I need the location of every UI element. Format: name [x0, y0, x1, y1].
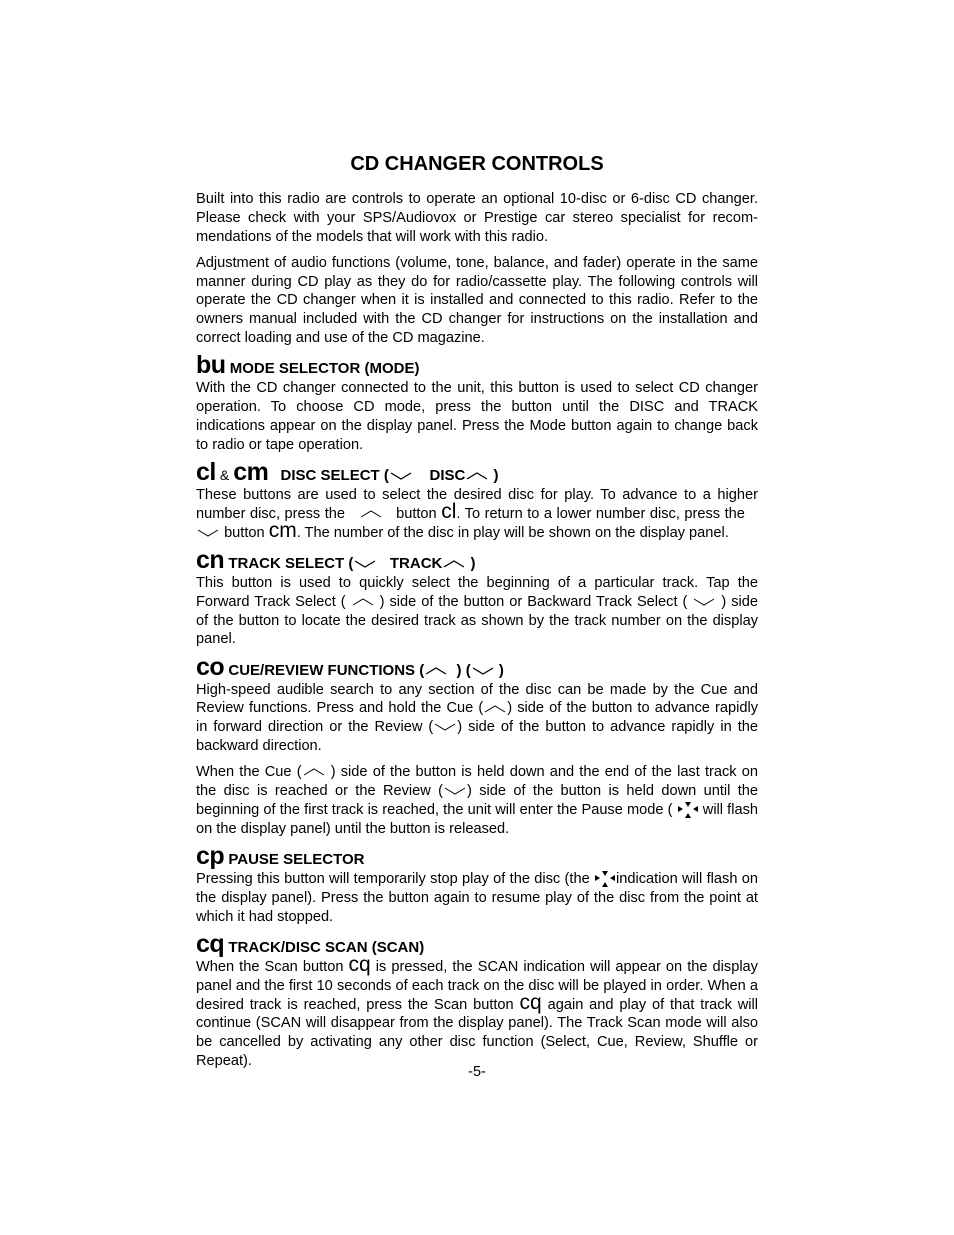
- up-arrow-icon: [351, 597, 375, 607]
- pause-indicator-icon: [677, 801, 699, 819]
- cue-heading-b: ) (: [456, 661, 471, 679]
- disc-heading-a: DISC SELECT (: [280, 467, 389, 485]
- pause-section: [196, 842, 758, 926]
- scan-text-2: is pressed, the SCAN indication will appear on the display panel and the first 10 seconds of each track on the disc will be played in order. When a desired track is reached, press the Scan button: [196, 958, 758, 1013]
- disc-text-2: button: [396, 505, 437, 522]
- track-section: [196, 545, 758, 649]
- scan-text: [196, 952, 759, 1071]
- track-heading: [196, 545, 758, 574]
- intro-paragraph-2: Adjustment of audio functions (volume, tone, balance, and fader) operate in the same manner during CD play as they do for radio/cassette play. The following controls will operate the CD changer when it is installed and connected to this radio. Refer to the owners manual included with the CD changer for instructions on the installation and correct loading and use of the CD magazine.: [196, 254, 758, 347]
- pause-indicator-icon: [594, 870, 616, 888]
- pause-text-1: Pressing this button will temporarily stop play of the disc (the: [196, 871, 590, 888]
- disc-text-3: . To return to a lower number disc, press the: [456, 505, 745, 522]
- track-symbol: cn: [196, 545, 225, 574]
- up-arrow-icon: [465, 471, 489, 481]
- down-arrow-icon: [443, 786, 467, 796]
- down-arrow-icon: [353, 559, 377, 569]
- disc-heading-c: ): [493, 467, 499, 485]
- down-arrow-icon: [692, 597, 716, 607]
- pause-text-2: indication will flash on the display panel). Press the button again to resume play of the disc from the point at which it had stopped.: [196, 871, 758, 925]
- track-heading-c: ): [470, 554, 476, 572]
- ampersand: &: [219, 467, 230, 484]
- up-arrow-icon: [483, 704, 507, 714]
- disc-text-4: button: [224, 524, 265, 541]
- scan-symbol-inline: cq: [348, 952, 371, 976]
- pause-symbol: cp: [196, 842, 225, 871]
- up-arrow-icon: [302, 767, 326, 777]
- intro-paragraph-1: Built into this radio are controls to operate an optional 10-disc or 6-disc CD changer. Please check with your SPS/Audiovox or Prestige car stereo specialist for recom-mendations of the models that will work with this radio.: [196, 191, 758, 245]
- cue-p1-a: High-speed audible search to any section of the disc can be made by the Cue and Review functions. Press and hold the Cue (: [196, 681, 758, 717]
- document-body: [196, 190, 758, 1078]
- mode-heading-text: MODE SELECTOR (MODE): [229, 360, 420, 378]
- page-title: CD CHANGER CONTROLS: [350, 153, 604, 175]
- cue-paragraph-2: [196, 763, 758, 838]
- track-text-1: This button is used to quickly select the beginning of a particular track. Tap the Forward Track Select (: [196, 574, 758, 610]
- track-heading-a: TRACK SELECT (: [228, 554, 354, 572]
- cue-symbol: co: [196, 652, 225, 681]
- scan-text-3: again and play of that track will continue (SCAN will disappear from the display panel). The Track Scan mode will also be cancelled by activating any other disc function (Select, Cue, Review, Shuffle or Repeat).: [196, 996, 759, 1069]
- page-number: -5-: [468, 1064, 486, 1080]
- pause-heading: [196, 842, 758, 871]
- disc-up-symbol-inline: cl: [441, 499, 457, 523]
- cue-p2-d: will flash on the display panel) until the button is released.: [196, 801, 759, 837]
- mode-heading: [196, 351, 758, 380]
- cue-paragraph-1: [196, 681, 758, 756]
- disc-down-symbol: cm: [233, 458, 269, 487]
- cue-p2-c: ) side of the button is held down until the beginning of the first track is reached, the unit will enter the Pause mode (: [196, 783, 759, 818]
- cue-heading-c: ): [498, 661, 504, 679]
- track-text-2: ) side of the button or Backward Track Select (: [379, 593, 688, 610]
- cue-heading: [196, 652, 758, 681]
- scan-heading: [196, 929, 758, 958]
- cue-p2-a: When the Cue (: [196, 764, 302, 781]
- mode-section: [196, 351, 758, 454]
- disc-heading: [196, 458, 758, 487]
- up-arrow-icon: [424, 666, 448, 676]
- pause-heading-text: PAUSE SELECTOR: [228, 851, 365, 869]
- mode-symbol: bu: [196, 351, 226, 380]
- track-text: [196, 574, 758, 649]
- down-arrow-icon: [389, 471, 413, 481]
- disc-up-symbol: cl: [196, 458, 216, 487]
- disc-down-symbol-inline: cm: [268, 518, 297, 542]
- up-arrow-icon: [359, 509, 383, 519]
- cue-p2-b: ) side of the button is held down and the end of the last track on the disc is reached or the Review (: [196, 764, 758, 800]
- scan-section: [196, 929, 759, 1071]
- disc-text-1: These buttons are used to select the desired disc for play. To advance to a higher number disc, press the: [196, 487, 758, 522]
- down-arrow-icon: [433, 722, 457, 732]
- disc-text: [196, 486, 758, 542]
- mode-text: With the CD changer connected to the unit, this button is used to select CD changer operation. To choose CD mode, press the button until the DISC and TRACK indications appear on the display panel. Press the Mode button again to change back to radio or tape operation.: [196, 380, 758, 453]
- track-text-3: ) side of the button to locate the desired track as shown by the track number on the display panel.: [196, 593, 758, 648]
- scan-symbol-inline-2: cq: [519, 990, 542, 1014]
- down-arrow-icon: [196, 528, 220, 538]
- cue-p1-b: ) side of the button to advance rapidly in forward direction or the Review (: [196, 700, 758, 736]
- scan-heading-text: TRACK/DISC SCAN (SCAN): [228, 938, 425, 956]
- cue-section: [196, 652, 759, 839]
- cue-heading-a: CUE/REVIEW FUNCTIONS (: [228, 661, 425, 679]
- disc-section: [196, 458, 758, 542]
- down-arrow-icon: [471, 666, 495, 676]
- scan-text-1: When the Scan button: [196, 958, 344, 975]
- up-arrow-icon: [442, 559, 466, 569]
- cue-p1-c: ) side of the button to advance rapidly in the backward direction.: [196, 719, 758, 755]
- disc-text-5: . The number of the disc in play will be shown on the display panel.: [296, 524, 729, 541]
- pause-text: [196, 870, 758, 926]
- scan-symbol: cq: [196, 929, 225, 958]
- disc-heading-b: DISC: [429, 467, 466, 485]
- track-heading-b: TRACK: [389, 554, 443, 572]
